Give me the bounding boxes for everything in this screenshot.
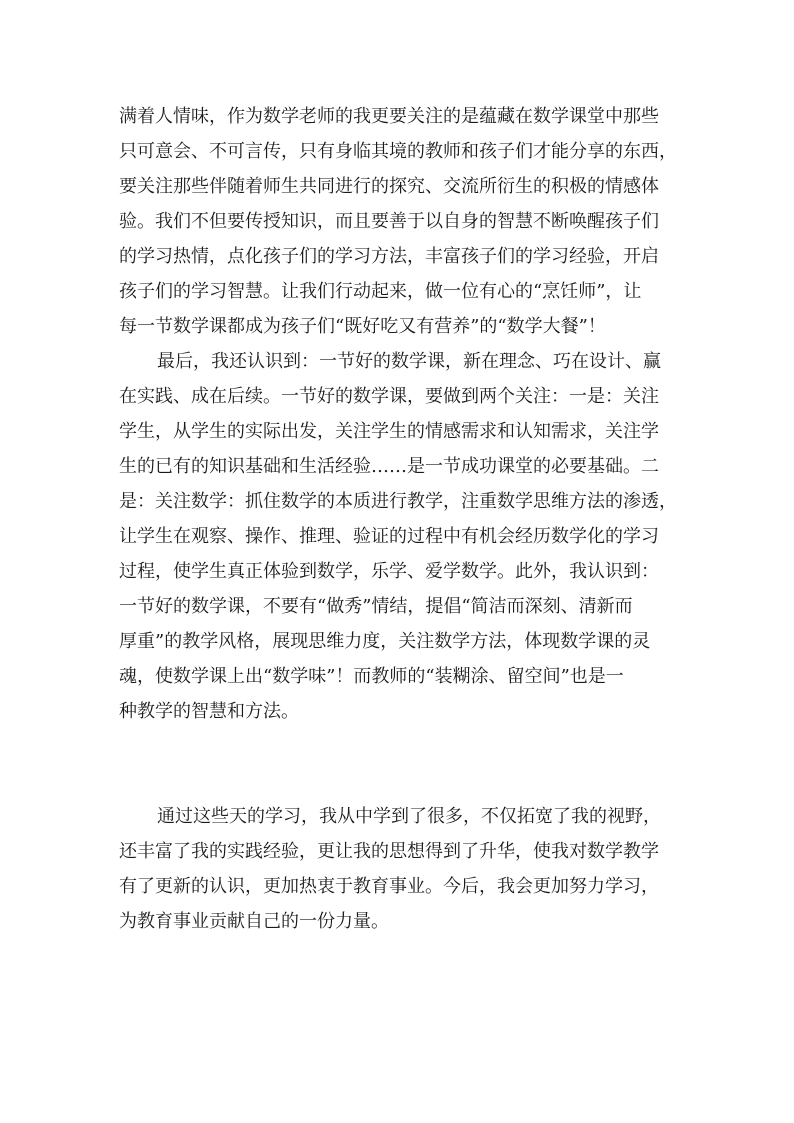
text-line: 每一节数学课都成为孩子们“既好吃又有营养”的“数学大餐”！	[119, 316, 606, 337]
text-line	[119, 764, 689, 799]
paragraph-2	[119, 344, 689, 799]
text-line: 要关注那些伴随着师生共同进行的探究、交流所衍生的积极的情感体	[119, 176, 659, 197]
text-line: 验。我们不但要传授知识，而且要善于以自身的智慧不断唤醒孩子们	[119, 211, 659, 232]
text-line: 过程，使学生真正体验到数学，乐学、爱学数学。此外，我认识到：	[119, 561, 659, 582]
text-line: 只可意会、不可言传，只有身临其境的教师和孩子们才能分享的东西，	[119, 141, 677, 162]
text-line: 生的已有的知识基础和生活经验……是一节成功课堂的必要基础。二	[119, 456, 659, 477]
text-line: 是：关注数学：抓住数学的本质进行教学，注重数学思维方法的渗透，	[119, 491, 677, 512]
text-line: 让学生在观察、操作、推理、验证的过程中有机会经历数学化的学习	[119, 526, 659, 547]
text-line: 为教育事业贡献自己的一份力量。	[119, 911, 389, 932]
text-line: 种教学的智慧和方法。	[119, 701, 299, 722]
text-line: 还丰富了我的实践经验，更让我的思想得到了升华，使我对数学教学	[119, 841, 659, 862]
text-line: 有了更新的认识，更加热衷于教育事业。今后，我会更加努力学习，	[119, 876, 659, 897]
text-line: 满着人情味，作为数学老师的我更要关注的是蕴藏在数学课堂中那些	[119, 106, 659, 127]
text-line: 学生，从学生的实际出发，关注学生的情感需求和认知需求，关注学	[119, 421, 659, 442]
text-line: 最后，我还认识到：一节好的数学课，新在理念、巧在设计、赢	[157, 351, 661, 372]
text-line: 厚重”的教学风格，展现思维力度，关注数学方法，体现数学课的灵	[119, 631, 651, 652]
paragraph-1	[119, 99, 689, 344]
document-body	[119, 99, 689, 939]
paragraph-3	[119, 799, 689, 939]
text-line: 一节好的数学课，不要有“做秀”情结，提倡“简洁而深刻、清新而	[119, 596, 633, 617]
text-line: 在实践、成在后续。一节好的数学课，要做到两个关注：一是：关注	[119, 386, 659, 407]
text-line: 魂，使数学课上出“数学味”！而教师的“装糊涂、留空间”也是一	[119, 666, 624, 687]
text-line: 孩子们的学习智慧。让我们行动起来，做一位有心的“烹饪师”，让	[119, 281, 642, 302]
text-line: 的学习热情，点化孩子们的学习方法，丰富孩子们的学习经验，开启	[119, 246, 659, 267]
text-line	[119, 729, 689, 764]
text-line: 通过这些天的学习，我从中学到了很多，不仅拓宽了我的视野，	[157, 806, 661, 827]
